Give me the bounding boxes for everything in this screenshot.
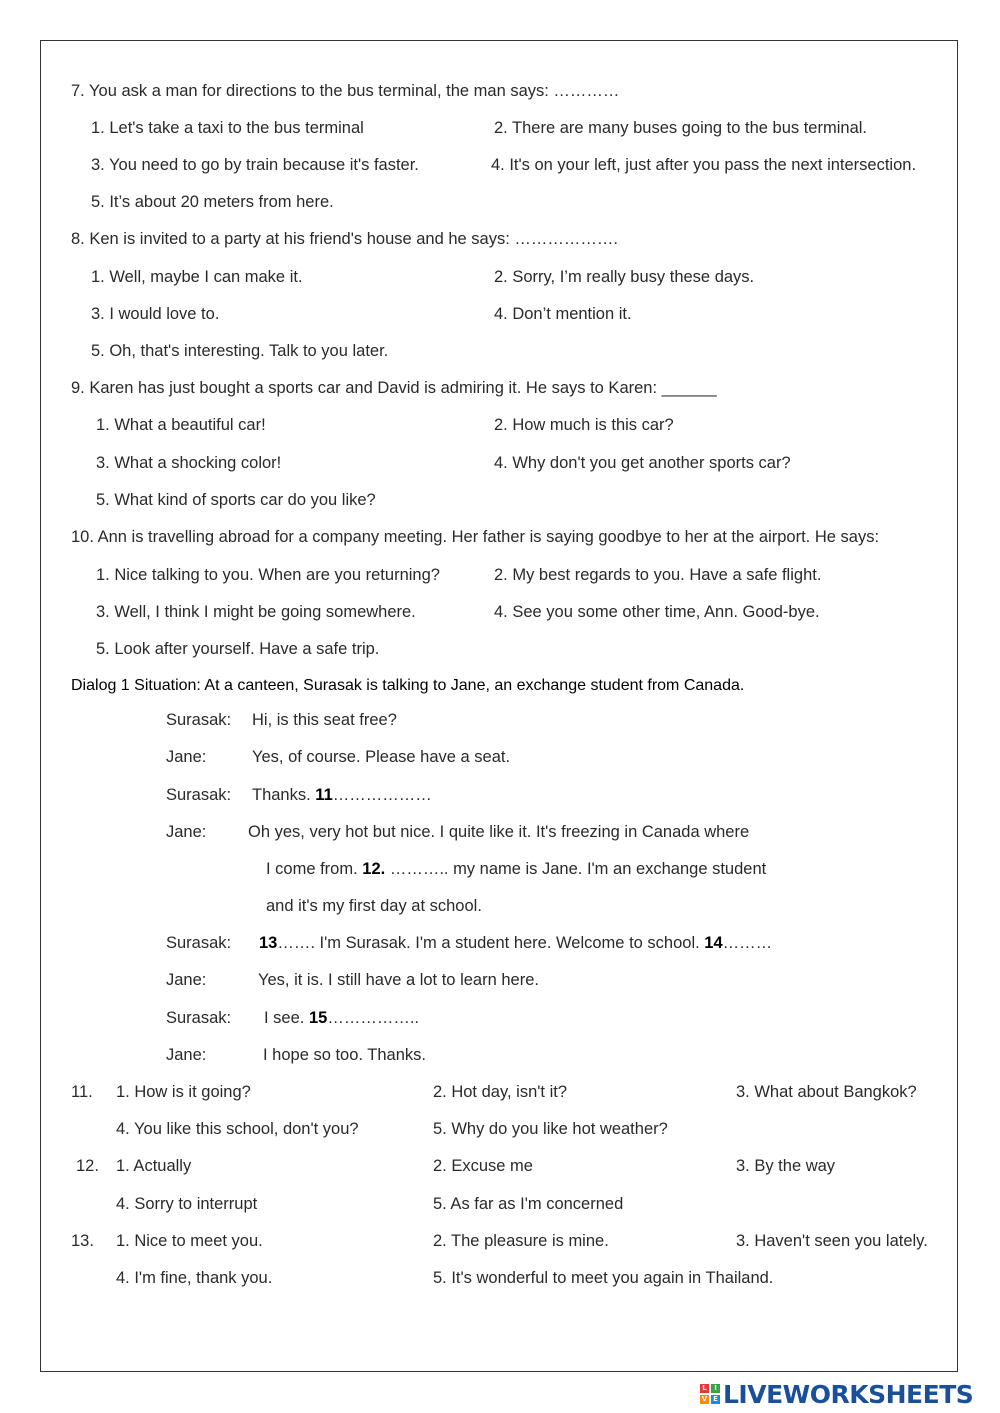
q13-option-1[interactable]: 1. Nice to meet you.: [116, 1232, 263, 1250]
q8-option-4[interactable]: 4. Don’t mention it.: [494, 305, 632, 323]
speaker-jane: Jane:: [166, 823, 207, 841]
q9-option-1[interactable]: 1. What a beautiful car!: [96, 416, 266, 434]
dialog-line-1: Hi, is this seat free?: [252, 711, 397, 729]
q13-option-3[interactable]: 3. Haven't seen you lately.: [736, 1232, 928, 1250]
q7-option-4[interactable]: 4. It's on your left, just after you pass the next intersection.: [491, 156, 917, 174]
q7-option-3[interactable]: 3. You need to go by train because it's faster.: [91, 156, 419, 174]
q7-option-1[interactable]: 1. Let's take a taxi to the bus terminal: [91, 119, 364, 137]
liveworksheets-logo: [700, 1380, 992, 1408]
q12-option-5[interactable]: 5. As far as I'm concerned: [433, 1195, 624, 1213]
speaker-surasak: Surasak:: [166, 1009, 232, 1027]
question-13-number: 13.: [71, 1232, 94, 1250]
dialog-line-7-text: I see.: [264, 1009, 305, 1027]
blank-13[interactable]: ……. I'm Surasak. I'm a student here. Welcome to school.: [277, 934, 700, 952]
blank-12-number: 12.: [362, 860, 386, 878]
q13-option-2[interactable]: 2. The pleasure is mine.: [433, 1232, 609, 1250]
q13-option-5[interactable]: 5. It's wonderful to meet you again in Thailand.: [433, 1269, 774, 1287]
logo-mark-letter: I: [711, 1384, 720, 1393]
q11-option-2[interactable]: 2. Hot day, isn't it?: [433, 1083, 567, 1101]
q10-option-2[interactable]: 2. My best regards to you. Have a safe flight.: [494, 566, 822, 584]
q10-option-3[interactable]: 3. Well, I think I might be going somewhere.: [96, 603, 416, 621]
question-12-number: 12.: [76, 1157, 99, 1175]
dialog-line-4a: Oh yes, very hot but nice. I quite like it. It's freezing in Canada where: [248, 823, 750, 841]
question-8-stem: 8. Ken is invited to a party at his friend's house and he says: ……………….: [71, 230, 618, 248]
speaker-surasak: Surasak:: [166, 711, 232, 729]
q10-option-1[interactable]: 1. Nice talking to you. When are you returning?: [96, 566, 440, 584]
speaker-jane: Jane:: [166, 971, 207, 989]
question-10-stem: 10. Ann is travelling abroad for a company meeting. Her father is saying goodbye to her at the airport. He says:: [71, 528, 880, 546]
dialog-line-8: I hope so too. Thanks.: [263, 1046, 426, 1064]
q12-option-3[interactable]: 3. By the way: [736, 1157, 836, 1175]
speaker-jane: Jane:: [166, 748, 207, 766]
question-7-stem: 7. You ask a man for directions to the bus terminal, the man says: …………: [71, 82, 620, 100]
speaker-surasak: Surasak:: [166, 786, 232, 804]
q10-option-5[interactable]: 5. Look after yourself. Have a safe trip.: [96, 640, 380, 658]
logo-mark-letter: V: [701, 1395, 708, 1403]
logo-mark-letter: E: [711, 1395, 720, 1404]
q12-option-2[interactable]: 2. Excuse me: [433, 1157, 533, 1175]
blank-15[interactable]: ……………..: [327, 1009, 419, 1027]
q10-option-4[interactable]: 4. See you some other time, Ann. Good-bye.: [494, 603, 820, 621]
q8-option-1[interactable]: 1. Well, maybe I can make it.: [91, 268, 303, 286]
speaker-surasak: Surasak:: [166, 934, 232, 952]
q9-option-3[interactable]: 3. What a shocking color!: [96, 454, 282, 472]
blank-14[interactable]: ………: [722, 934, 773, 952]
dialog-situation: Dialog 1 Situation: At a canteen, Surasak is talking to Jane, an exchange student from Canada.: [71, 677, 745, 694]
q11-option-3[interactable]: 3. What about Bangkok?: [736, 1083, 917, 1101]
dialog-line-3: [252, 787, 432, 804]
blank-14-number: 14: [704, 934, 723, 952]
blank-11-number: 11: [315, 786, 333, 804]
blank-11[interactable]: ………………: [332, 786, 432, 804]
blank-12[interactable]: ……….. my name is Jane. I'm an exchange student: [389, 860, 767, 878]
blank-15-number: 15: [308, 1009, 328, 1027]
q12-option-1[interactable]: 1. Actually: [116, 1157, 192, 1175]
dialog-line-5: [259, 935, 772, 952]
q12-option-4[interactable]: 4. Sorry to interrupt: [116, 1195, 258, 1213]
dialog-line-4c: and it's my first day at school.: [266, 897, 482, 915]
q9-option-4[interactable]: 4. Why don't you get another sports car?: [494, 454, 791, 472]
speaker-jane: Jane:: [166, 1046, 207, 1064]
q9-option-2[interactable]: 2. How much is this car?: [494, 416, 674, 434]
question-11-number: 11.: [71, 1083, 93, 1101]
dialog-line-6: Yes, it is. I still have a lot to learn here.: [258, 971, 539, 989]
dialog-line-3-text: Thanks.: [252, 786, 311, 804]
logo-mark-icon: [700, 1384, 720, 1404]
q7-option-5[interactable]: 5. It’s about 20 meters from here.: [91, 193, 334, 211]
logo-mark-letter: L: [700, 1384, 709, 1393]
dialog-line-4b: [266, 861, 766, 878]
q8-option-3[interactable]: 3. I would love to.: [91, 305, 220, 323]
blank-13-number: 13: [259, 934, 278, 952]
dialog-line-2: Yes, of course. Please have a seat.: [252, 748, 511, 766]
q8-option-2[interactable]: 2. Sorry, I’m really busy these days.: [494, 268, 755, 286]
q11-option-5[interactable]: 5. Why do you like hot weather?: [433, 1120, 668, 1138]
q9-option-5[interactable]: 5. What kind of sports car do you like?: [96, 491, 376, 509]
dialog-line-4b-pre: I come from.: [266, 860, 358, 878]
question-9-stem: 9. Karen has just bought a sports car and David is admiring it. He says to Karen: ______: [71, 379, 717, 397]
q8-option-5[interactable]: 5. Oh, that's interesting. Talk to you later.: [91, 342, 389, 360]
q11-option-1[interactable]: 1. How is it going?: [116, 1083, 251, 1101]
q7-option-2[interactable]: 2. There are many buses going to the bus terminal.: [494, 119, 867, 137]
q13-option-4[interactable]: 4. I'm fine, thank you.: [116, 1269, 273, 1287]
dialog-line-7: [264, 1010, 419, 1027]
logo-text: LIVEWORKSHEETS: [723, 1379, 974, 1409]
q11-option-4[interactable]: 4. You like this school, don't you?: [116, 1120, 359, 1138]
